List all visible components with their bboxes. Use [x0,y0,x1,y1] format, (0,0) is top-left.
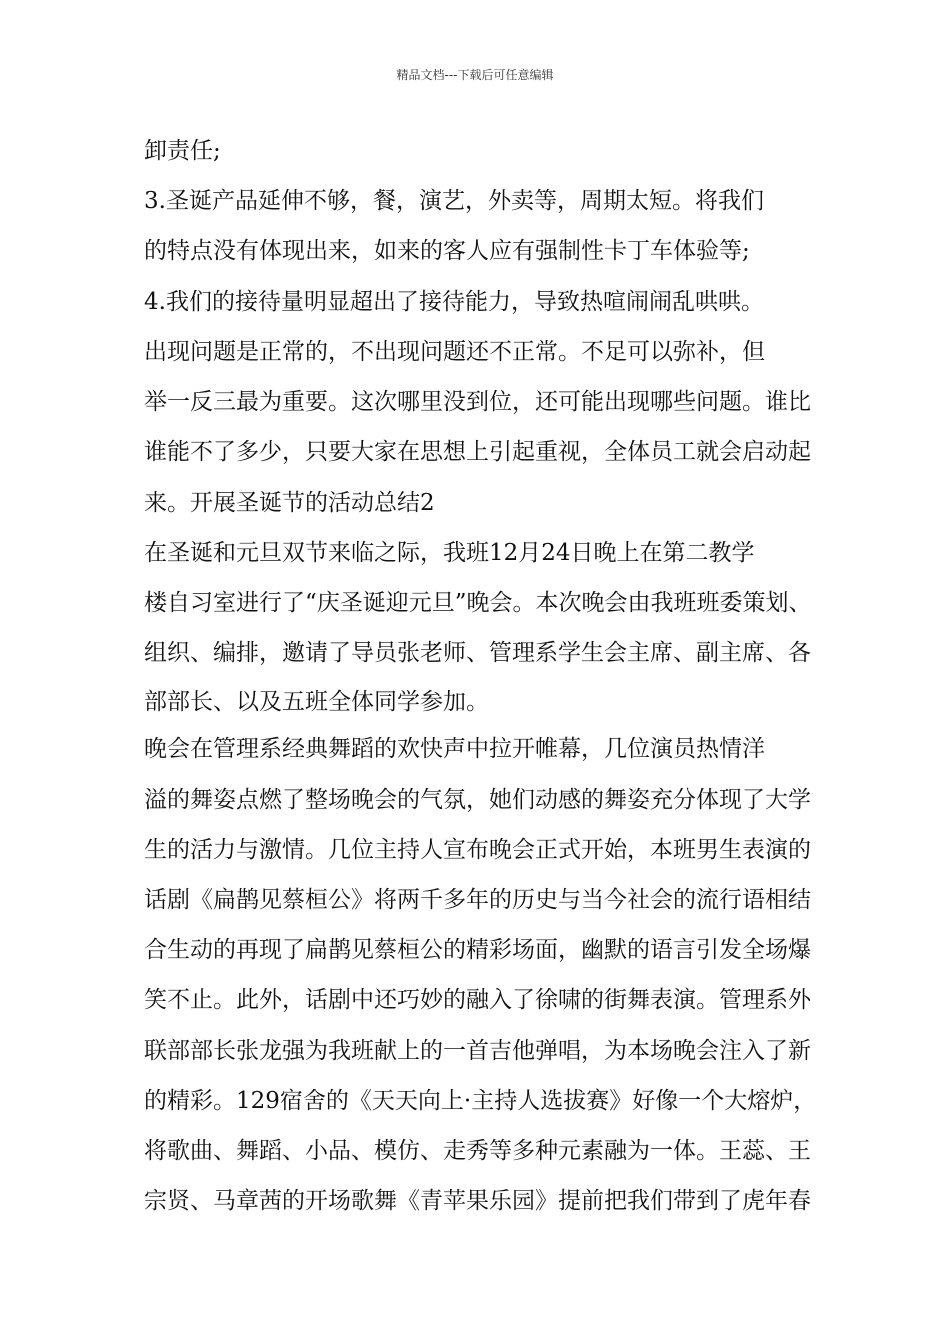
text-line: 来。开展圣诞节的活动总结2 [144,490,435,516]
text-line: 3.圣诞产品延伸不够，餐，演艺，外卖等，周期太短。将我们 [144,188,764,214]
text-line: 4.我们的接待量明显超出了接待能力，导致热喧闹闹乱哄哄。 [144,289,764,315]
text-line: 在圣诞和元旦双节来临之际，我班12月24日晚上在第二教学 [144,540,755,566]
text-line: 话剧《扁鹊见蔡桓公》将两千多年的历史与当今社会的流行语相结 [144,887,811,913]
text-line: 卸责任; [144,138,221,164]
text-line: 宗贤、马章茜的开场歌舞《青苹果乐园》提前把我们带到了虎年春 [144,1188,811,1214]
text-line: 出现问题是正常的，不出现问题还不正常。不足可以弥补，但 [144,339,765,365]
text-line: 生的活力与激情。几位主持人宣布晚会正式开始，本班男生表演的 [144,837,811,863]
text-line: 谁能不了多少，只要大家在思想上引起重视，全体员工就会启动起 [144,439,811,465]
text-line: 合生动的再现了扁鹊见蔡桓公的精彩场面，幽默的语言引发全场爆 [144,937,811,963]
text-line: 的精彩。129宿舍的《天天向上·主持人选拔赛》好像一个大熔炉， [144,1088,817,1114]
text-line: 举一反三最为重要。这次哪里没到位，还可能出现哪些问题。谁比 [144,389,811,415]
text-line: 部部长、以及五班全体同学参加。 [144,689,489,715]
text-line: 组织、编排，邀请了导员张老师、管理系学生会主席、副主席、各 [144,640,811,666]
text-line: 笑不止。此外，话剧中还巧妙的融入了徐啸的街舞表演。管理系外 [144,987,811,1013]
text-line: 溢的舞姿点燃了整场晚会的气氛，她们动感的舞姿充分体现了大学 [144,787,811,813]
text-line: 晚会在管理系经典舞蹈的欢快声中拉开帷幕，几位演员热情洋 [144,736,765,762]
text-line: 联部部长张龙强为我班献上的一首吉他弹唱，为本场晚会注入了新 [144,1038,811,1064]
text-line: 的特点没有体现出来，如来的客人应有强制性卡丁车体验等; [144,238,750,264]
text-line: 楼自习室进行了“庆圣诞迎元旦”晚会。本次晚会由我班班委策划、 [144,590,812,616]
page-header: 精品文档---下载后可任意编辑 [396,68,554,82]
text-line: 将歌曲、舞蹈、小品、模仿、走秀等多种元素融为一体。王蕊、王 [144,1138,811,1164]
